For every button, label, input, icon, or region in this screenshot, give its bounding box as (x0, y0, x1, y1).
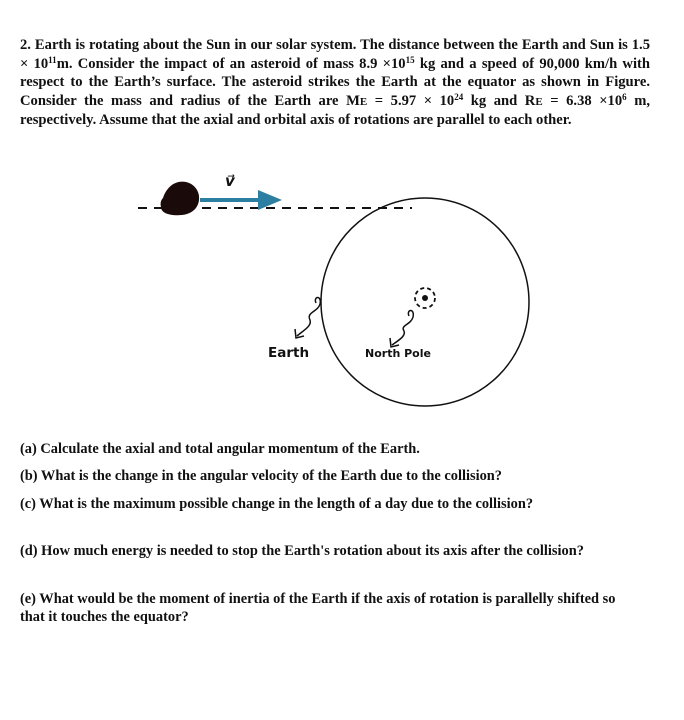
north-pole-dot (422, 295, 428, 301)
earth-pointer-squiggle (297, 298, 320, 337)
earth-pointer-arrowhead (295, 329, 304, 338)
earth-circle (321, 198, 529, 406)
question-c: (c) What is the maximum possible change in the length of a day due to the collision? (20, 496, 534, 512)
earth-label: Earth (268, 345, 310, 361)
asteroid-icon (161, 182, 200, 216)
problem-text: 2. Earth is rotating about the Sun in our solar system. The distance between the Earth and Sun is $1.5 \times 10^{11}m$. Consider the impact of an asteroid of mass $8.9 \times 10^{15}$ kg and a speed of 90,000 km/h with respect to the Earth’s surface. The asteroid strikes the Earth at the equator as shown in Figure. Consider the mass and radius of the Earth are ME = $5.97 \times 10^{24}$ kg and RE = $6.38 \times 10^6$ m, respectively. Assume that the axial and orbital axis of rotations are parallel to each other. (20, 37, 651, 129)
question-b: (b) What is the change in the angular velocity of the Earth due to the collision? (20, 468, 502, 484)
north-pole-label: North Pole (365, 347, 431, 360)
question-d: (d) How much energy is needed to stop the Earth's rotation about its axis after the collision? (20, 543, 584, 559)
north-pole-pointer-squiggle (392, 311, 413, 346)
question-a: (a) Calculate the axial and total angular momentum of the Earth. (20, 441, 420, 457)
north-pole-pointer-arrowhead (390, 338, 399, 347)
velocity-label: v⃗ (225, 172, 235, 190)
problem-statement (20, 36, 650, 130)
question-e: (e) What would be the moment of inertia of the Earth if the axis of rotation is parallelly shifted so that it touches the equator? (20, 591, 616, 625)
velocity-arrow-head (258, 190, 282, 210)
problem-number: 2. (20, 37, 31, 53)
north-pole-dashed-ring (415, 288, 435, 308)
